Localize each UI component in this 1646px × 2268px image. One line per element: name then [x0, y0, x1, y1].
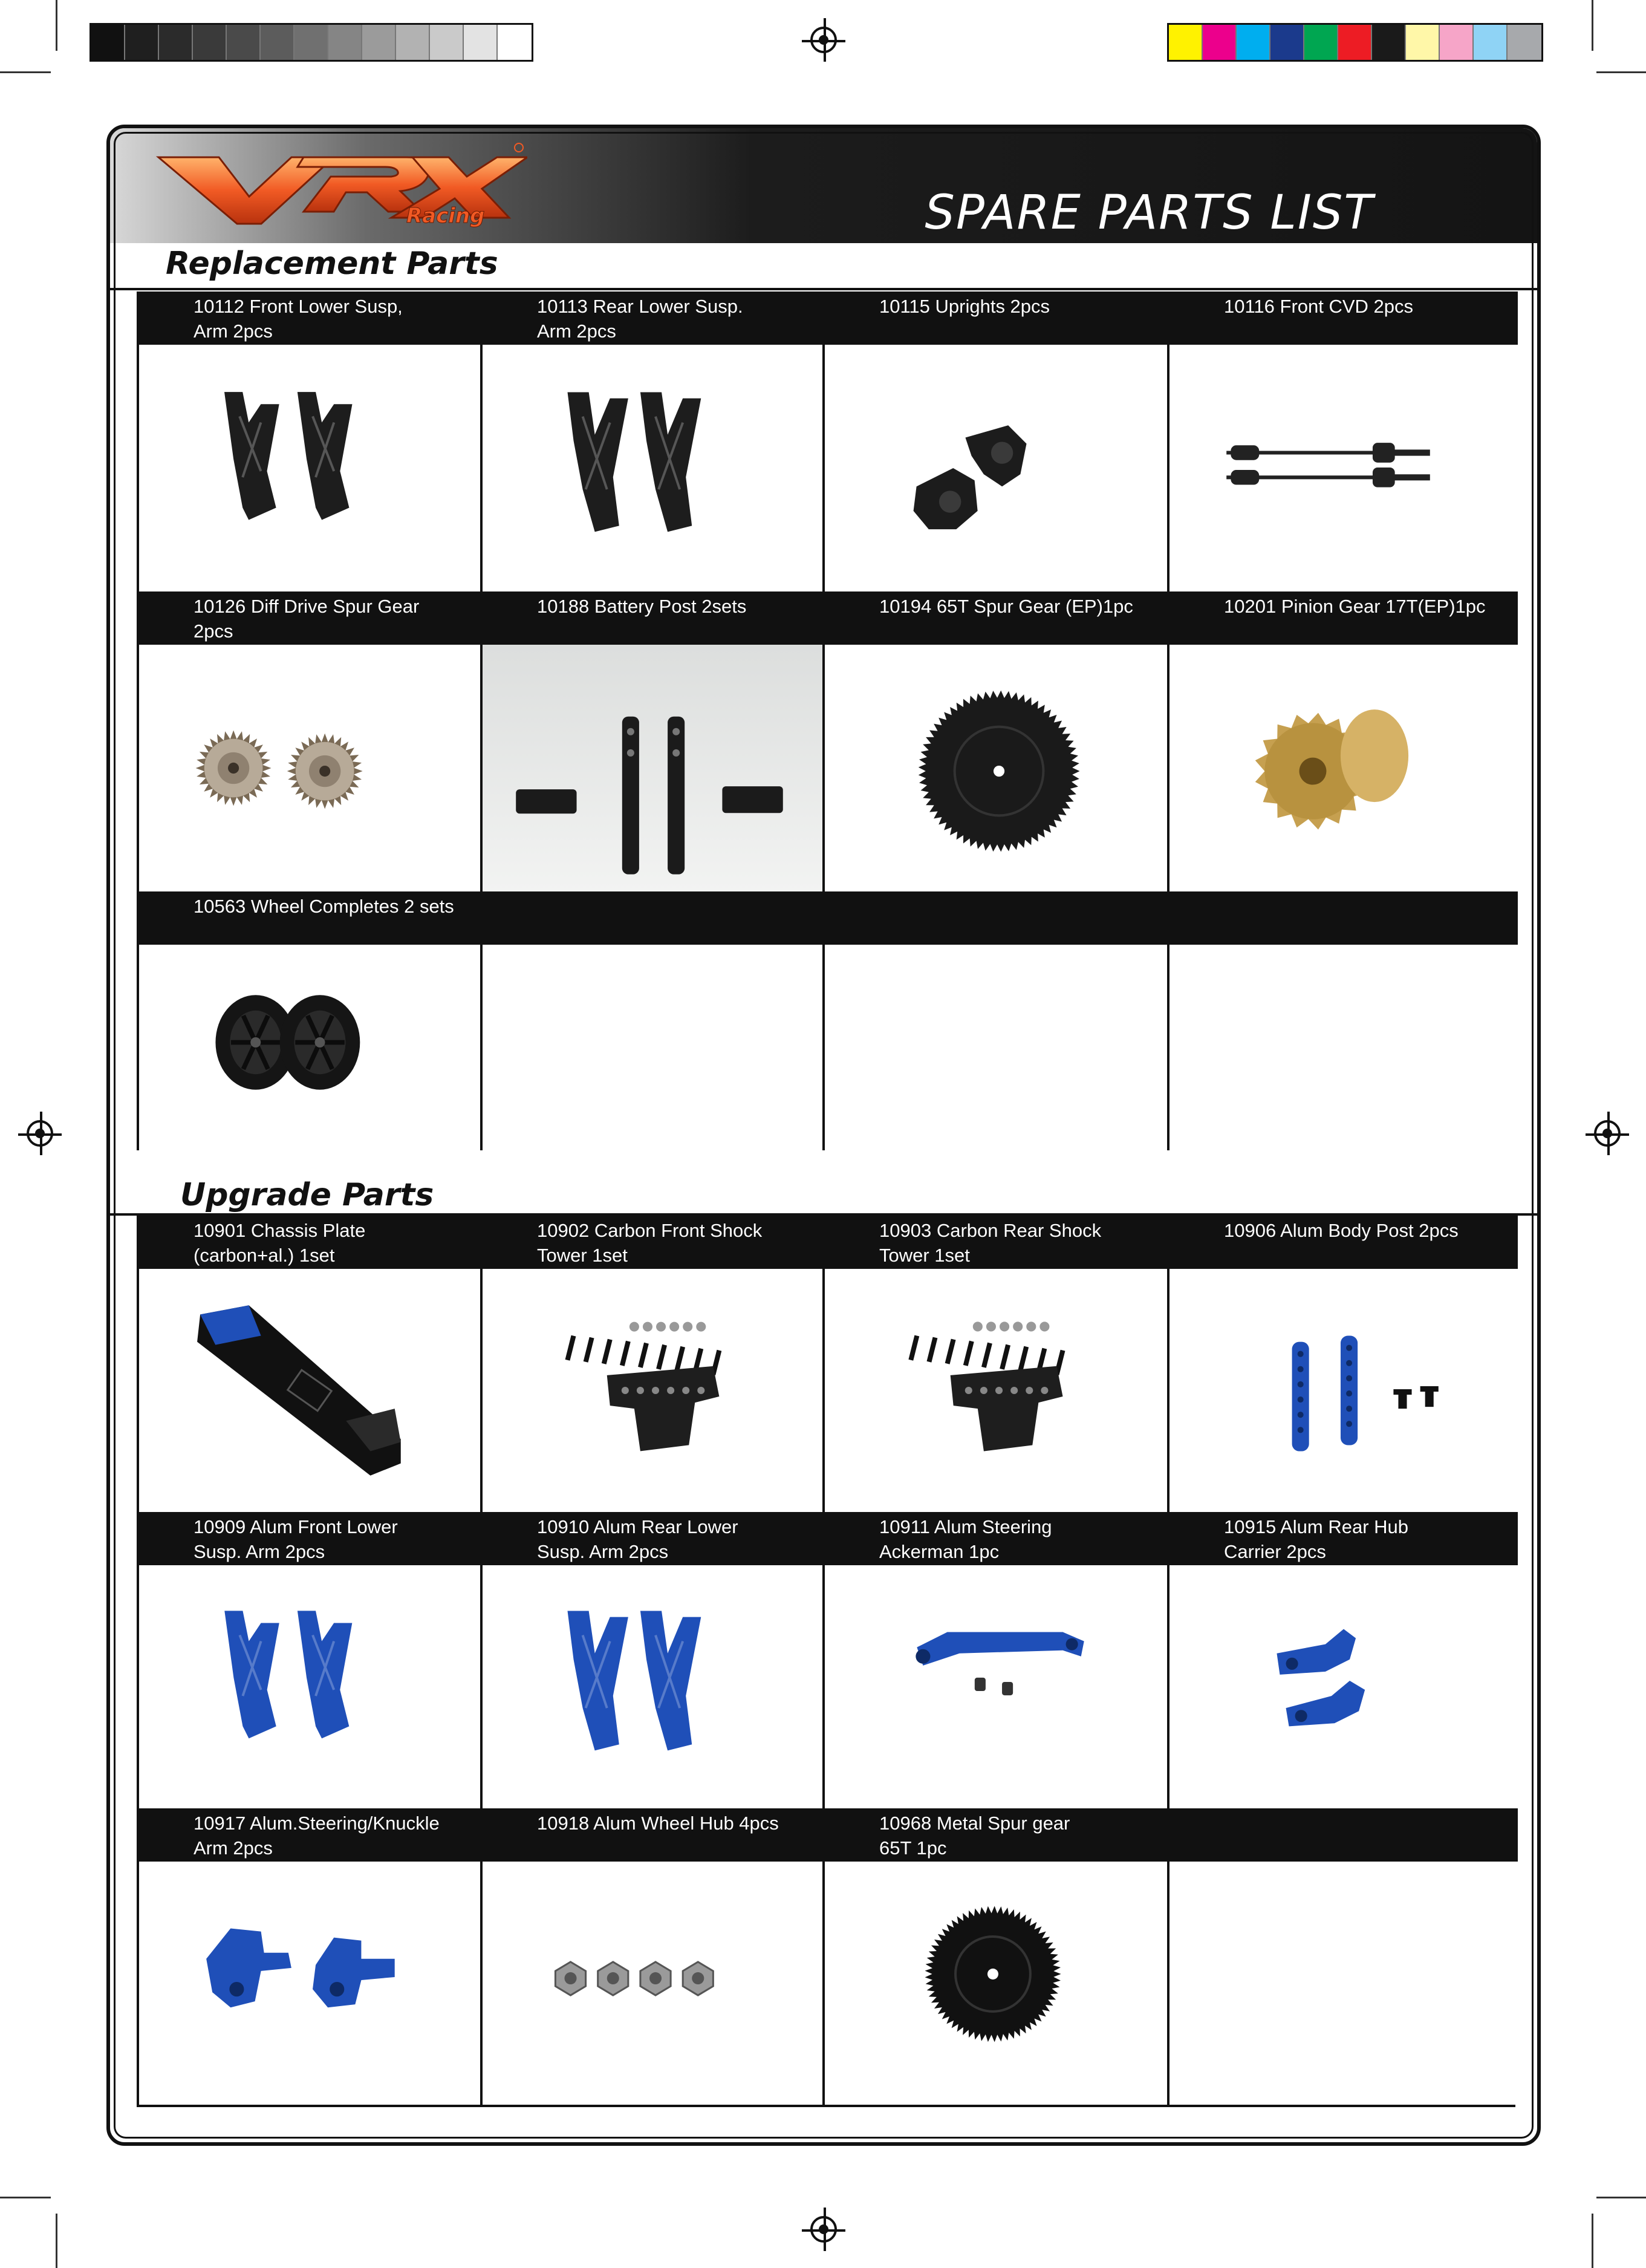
part-label: 10968 Metal Spur gear 65T 1pc: [879, 1813, 1070, 1859]
vrx-racing-logo: [152, 139, 527, 230]
alum-rear-arm-icon: [483, 1565, 822, 1808]
part-cell: [1169, 292, 1518, 591]
part-cell: [139, 591, 483, 891]
part-label: 10126 Diff Drive Spur Gear 2pcs: [194, 596, 420, 642]
part-cell: [1169, 1216, 1518, 1512]
process-color-bar: [1167, 23, 1543, 62]
part-cell: [483, 1216, 825, 1512]
spur-gear-icon: [825, 645, 1167, 891]
part-label: 10909 Alum Front Lower Susp. Arm 2pcs: [194, 1516, 398, 1562]
color-swatch: [498, 25, 532, 60]
part-photo: [1169, 945, 1518, 1150]
color-swatch: [1237, 25, 1270, 60]
part-photo: [825, 945, 1167, 1150]
color-swatch: [430, 25, 464, 60]
replacement-parts-grid: [137, 292, 1515, 1150]
part-label-bar: [483, 1512, 822, 1565]
crop-mark: [0, 2197, 51, 2198]
crop-mark: [1592, 2214, 1593, 2268]
part-cell: [483, 591, 825, 891]
part-label-bar: [1169, 1216, 1518, 1269]
color-swatch: [91, 25, 125, 60]
part-photo: [483, 645, 822, 891]
part-photo: [1169, 1565, 1518, 1808]
part-cell: [1169, 591, 1518, 891]
part-label: 10906 Alum Body Post 2pcs: [1224, 1220, 1459, 1241]
part-photo: [139, 645, 480, 891]
part-cell: [139, 1216, 483, 1512]
part-label-bar: [825, 591, 1167, 645]
part-photo: [1169, 345, 1518, 591]
color-swatch: [1304, 25, 1338, 60]
part-label-bar: [1169, 1808, 1518, 1862]
part-label: 10901 Chassis Plate (carbon+al.) 1set: [194, 1220, 366, 1266]
crop-mark: [0, 71, 51, 73]
part-label: 10911 Alum Steering Ackerman 1pc: [879, 1516, 1052, 1562]
part-photo: [825, 1269, 1167, 1512]
part-label-bar: [825, 891, 1167, 945]
part-label: 10112 Front Lower Susp, Arm 2pcs: [194, 296, 403, 342]
pinion-gear-icon: [1169, 645, 1518, 891]
color-swatch: [1372, 25, 1406, 60]
part-photo: [1169, 1269, 1518, 1512]
crop-mark: [56, 0, 57, 51]
color-swatch: [125, 25, 159, 60]
color-swatch: [1508, 25, 1541, 60]
part-label: 10116 Front CVD 2pcs: [1224, 296, 1414, 317]
color-swatch: [1203, 25, 1237, 60]
part-label: 10910 Alum Rear Lower Susp. Arm 2pcs: [537, 1516, 738, 1562]
battery-post-icon: [483, 645, 822, 891]
color-swatch: [1338, 25, 1372, 60]
part-photo: [483, 1269, 822, 1512]
part-label-bar: [1169, 891, 1518, 945]
part-cell: [825, 591, 1169, 891]
part-label-bar: [139, 1216, 480, 1269]
part-cell: [139, 1808, 483, 2105]
part-label: 10194 65T Spur Gear (EP)1pc: [879, 596, 1133, 617]
part-cell: [139, 891, 483, 1150]
alum-front-arm-icon: [139, 1565, 480, 1808]
empty-part-cell: [1169, 1808, 1518, 2105]
empty-part-cell: [483, 891, 825, 1150]
section-title-replacement: [110, 243, 1537, 290]
part-label-bar: [825, 1216, 1167, 1269]
wheel-hub-icon: [483, 1862, 822, 2105]
part-label-bar: [1169, 1512, 1518, 1565]
cvd-shaft-icon: [1169, 345, 1518, 591]
color-swatch: [261, 25, 294, 60]
part-photo: [825, 1565, 1167, 1808]
part-photo: [139, 1269, 480, 1512]
color-swatch: [1440, 25, 1474, 60]
part-label: 10917 Alum.Steering/Knuckle Arm 2pcs: [194, 1813, 440, 1859]
part-cell: [483, 1512, 825, 1808]
upgrade-parts-heading: Upgrade Parts: [180, 1177, 434, 1213]
empty-part-cell: [1169, 891, 1518, 1150]
part-label-bar: [139, 591, 480, 645]
page-title: SPARE PARTS LIST: [925, 186, 1374, 240]
part-photo: [1169, 1862, 1518, 2105]
crop-mark: [1596, 2197, 1646, 2198]
upright-icon: [825, 345, 1167, 591]
color-swatch: [193, 25, 227, 60]
shock-tower-icon: [483, 1269, 822, 1512]
rear-arm-icon: [483, 345, 822, 591]
part-label-bar: [483, 591, 822, 645]
part-photo: [483, 1862, 822, 2105]
crop-mark: [1596, 71, 1646, 73]
part-label-bar: [483, 1216, 822, 1269]
part-label: 10918 Alum Wheel Hub 4pcs: [537, 1813, 779, 1834]
ackerman-icon: [825, 1565, 1167, 1808]
color-swatch: [1406, 25, 1440, 60]
body-post-icon: [1169, 1269, 1518, 1512]
bevel-gear-icon: [139, 645, 480, 891]
color-swatch: [328, 25, 362, 60]
chassis-plate-icon: [139, 1269, 480, 1512]
registration-mark-right-icon: [1594, 1120, 1621, 1147]
upgrade-parts-grid: [137, 1216, 1515, 2107]
part-photo: [139, 1565, 480, 1808]
logo-racing-text: Racing: [406, 204, 485, 228]
part-label-bar: [825, 292, 1167, 345]
part-photo: [483, 345, 822, 591]
part-photo: [139, 1862, 480, 2105]
part-label-bar: [1169, 292, 1518, 345]
part-label-bar: [139, 1808, 480, 1862]
part-cell: [139, 292, 483, 591]
empty-part-cell: [825, 891, 1169, 1150]
hub-carrier-icon: [1169, 1565, 1518, 1808]
part-label: 10188 Battery Post 2sets: [537, 596, 747, 617]
registration-mark-bottom-icon: [810, 2216, 837, 2243]
color-swatch: [1270, 25, 1304, 60]
parts-sheet-frame: [106, 125, 1541, 2146]
section-title-upgrade: [110, 1177, 1537, 1216]
metal-spur-gear-icon: [825, 1862, 1167, 2105]
part-cell: [139, 1512, 483, 1808]
knuckle-icon: [139, 1862, 480, 2105]
part-label: 10113 Rear Lower Susp. Arm 2pcs: [537, 296, 743, 342]
part-photo: [483, 1565, 822, 1808]
registration-mark-left-icon: [27, 1120, 53, 1147]
part-label: 10903 Carbon Rear Shock Tower 1set: [879, 1220, 1102, 1266]
part-cell: [825, 1808, 1169, 2105]
part-photo: [483, 945, 822, 1150]
part-photo: [139, 345, 480, 591]
part-label: 10563 Wheel Completes 2 sets: [194, 896, 454, 917]
part-photo: [825, 345, 1167, 591]
part-label-bar: [483, 292, 822, 345]
part-cell: [483, 1808, 825, 2105]
crop-mark: [1592, 0, 1593, 51]
part-cell: [483, 292, 825, 591]
sheet-header: [110, 128, 1537, 243]
part-label: 10902 Carbon Front Shock Tower 1set: [537, 1220, 763, 1266]
crop-mark: [56, 2214, 57, 2268]
color-swatch: [464, 25, 498, 60]
part-label-bar: [483, 1808, 822, 1862]
part-cell: [825, 1512, 1169, 1808]
part-photo: [825, 645, 1167, 891]
part-label-bar: [825, 1512, 1167, 1565]
part-label: 10115 Uprights 2pcs: [879, 296, 1050, 317]
part-label-bar: [139, 292, 480, 345]
part-label-bar: [825, 1808, 1167, 1862]
part-label-bar: [1169, 591, 1518, 645]
color-swatch: [227, 25, 261, 60]
front-arm-icon: [139, 345, 480, 591]
shock-tower-icon: [825, 1269, 1167, 1512]
registration-mark-top-icon: [810, 27, 837, 53]
color-swatch: [1169, 25, 1203, 60]
replacement-parts-heading: Replacement Parts: [166, 246, 498, 282]
color-swatch: [159, 25, 193, 60]
part-label-bar: [483, 891, 822, 945]
color-swatch: [294, 25, 328, 60]
wheel-icon: [139, 945, 480, 1150]
part-label: 10201 Pinion Gear 17T(EP)1pc: [1224, 596, 1486, 617]
color-swatch: [1474, 25, 1508, 60]
color-swatch: [396, 25, 430, 60]
part-cell: [825, 292, 1169, 591]
part-label-bar: [139, 891, 480, 945]
grayscale-color-bar: [89, 23, 533, 62]
part-label: 10915 Alum Rear Hub Carrier 2pcs: [1224, 1516, 1409, 1562]
part-photo: [1169, 645, 1518, 891]
part-photo: [825, 1862, 1167, 2105]
part-cell: [1169, 1512, 1518, 1808]
part-photo: [139, 945, 480, 1150]
part-label-bar: [139, 1512, 480, 1565]
color-swatch: [362, 25, 396, 60]
part-cell: [825, 1216, 1169, 1512]
